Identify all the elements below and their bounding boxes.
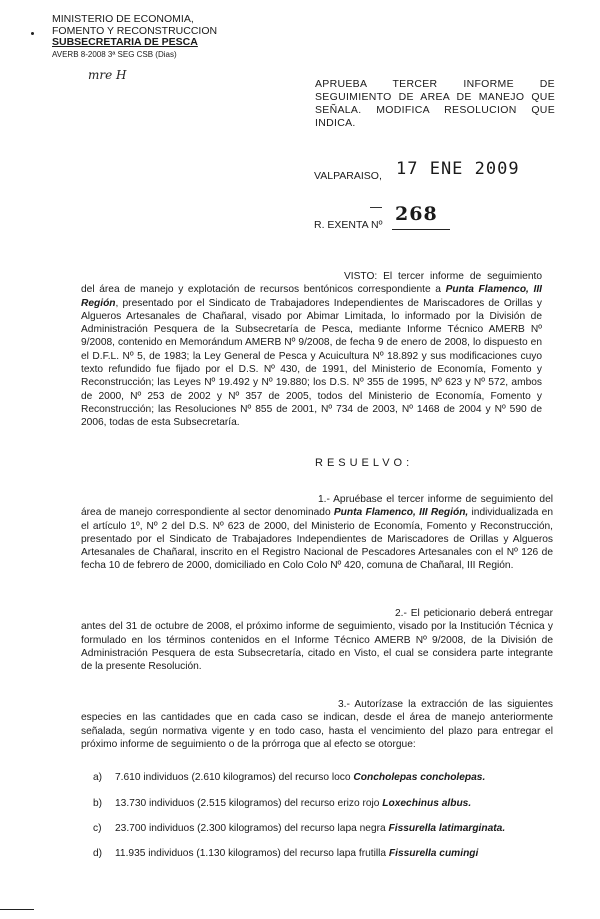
item-text: 11.935 individuos (1.130 kilogramos) del recurso lapa frutilla bbox=[115, 848, 389, 859]
item-label: b) bbox=[93, 798, 103, 809]
item-label: c) bbox=[93, 823, 102, 834]
title-line-3: SEÑALA. MODIFICA RESOLUCION QUE bbox=[315, 104, 555, 116]
visto-rest: , presentado por el Sindicato de Trabajadores Independientes de Mariscadores de Orillas y Algueros Artesanales de Chañaral, visado por Abimar Limitada, lo informado por la División de Administración Pesquera de la Subsecretaría de Pesca, mediante Informe Técnico AMERB Nº 9/2008, contenido en Memorándum AMERB Nº 9/2008, de fecha 9 de enero de 2008, lo dispuesto en el D.F.L. Nº 5, de 1983; la Ley General de Pesca y Acuicultura Nº 18.892 y sus modificaciones cuyo texto refundido fue fijado por el D.S. Nº 430, de 1991, del Ministerio de Economía, Fomento y Reconstrucción; las Leyes Nº 19.492 y Nº 19.880; los D.S. Nº 355 de 1995, Nº 623 y Nº 572, ambos de 2000, Nº 253 de 2002 y Nº 357 de 2005, todos del Ministerio de Economía, Fomento y Reconstrucción; las Resoluciones Nº 855 de 2001, Nº 734 de 2003, Nº 1468 de 2004 y Nº 590 de 2006, todas de esta Subsecretaría. bbox=[81, 297, 542, 429]
visto-paragraph bbox=[81, 270, 542, 430]
title-line-1: APRUEBA TERCER INFORME DE bbox=[315, 78, 555, 90]
margin-mark bbox=[31, 32, 34, 35]
item-text: 23.700 individuos (2.300 kilogramos) del recurso lapa negra bbox=[115, 823, 389, 834]
item-species: Concholepas concholepas. bbox=[353, 772, 486, 783]
file-reference: AVERB 8-2008 3ª SEG CSB (Dias) bbox=[52, 49, 177, 59]
visto-lead: VISTO: El tercer informe de seguimiento del área de manejo y explotación de recursos bentónicos correspondiente a bbox=[81, 271, 542, 296]
resolution-label: R. EXENTA Nº bbox=[314, 219, 383, 231]
item-label: d) bbox=[93, 848, 103, 859]
article-1-lead: 1.- Apruébase el tercer informe de seguimiento del área de manejo correspondiente al sector denominado bbox=[81, 494, 553, 519]
item-species: Fissurella cumingi bbox=[388, 848, 479, 859]
title-line-2: SEGUIMIENTO DE AREA DE MANEJO QUE bbox=[315, 91, 555, 103]
article-1 bbox=[81, 493, 553, 573]
article-1-sector: Punta Flamenco, III Región, bbox=[333, 507, 469, 519]
subsecretaria-line: SUBSECRETARIA DE PESCA bbox=[52, 36, 198, 48]
list-item bbox=[93, 798, 471, 809]
list-item bbox=[93, 848, 478, 859]
document-title bbox=[315, 78, 555, 130]
resolution-number: 268 bbox=[395, 203, 438, 225]
title-line-4: INDICA. bbox=[315, 117, 356, 129]
stamp-dash bbox=[370, 207, 382, 208]
resolution-underline bbox=[392, 229, 450, 230]
item-text: 7.610 individuos (2.610 kilogramos) del recurso loco bbox=[115, 772, 354, 783]
ministry-line-1: MINISTERIO DE ECONOMIA, bbox=[52, 13, 194, 25]
ministry-line-2: FOMENTO Y RECONSTRUCCION bbox=[52, 24, 218, 37]
place-label: VALPARAISO, bbox=[314, 170, 382, 182]
article-3: 3.- Autorízase la extracción de las siguientes especies en las cantidades que en cada caso se indican, desde el área de manejo anteriormente señalada, según normativa vigente y en todo caso, hasta el vencimiento del plazo para entregar el próximo informe de seguimiento o de la prórroga que al efecto se otorgue: bbox=[81, 699, 553, 750]
item-label: a) bbox=[93, 772, 103, 783]
article-1-rest: individualizada en el artículo 1º, Nº 2 del D.S. Nº 623 de 2000, del Ministerio de Economía, Fomento y Reconstrucción, presentado por el Sindicato de Trabajadores Independientes de Mariscadores de Orillas y Algueros Artesanales de Chañaral, inscrito en el Registro Nacional de Pescadores Artesanales con el Nº 126 de fecha 10 de febrero de 2000, domiciliado en Colo Colo Nº 420, comuna de Chañaral, III Región. bbox=[81, 507, 553, 572]
resuelvo-heading: RESUELVO: bbox=[315, 457, 414, 469]
handwritten-initials: mre H bbox=[88, 68, 127, 82]
list-item bbox=[93, 823, 505, 834]
article-2: 2.- El peticionario deberá entregar antes del 31 de octubre de 2008, el próximo informe de seguimiento, visado por la Institución Técnica y formulado en los términos contenidos en el Informe Técnico AMERB Nº 9/2008, de la División de Administración Pesquera de esta Subsecretaría, citado en Visto, el cual se considera parte integrante de la presente Resolución. bbox=[81, 608, 553, 673]
item-species: Fissurella latimarginata. bbox=[388, 823, 506, 834]
list-item bbox=[93, 772, 485, 783]
item-text: 13.730 individuos (2.515 kilogramos) del recurso erizo rojo bbox=[115, 798, 383, 809]
visto-sector: Punta Flamenco, III Región bbox=[81, 284, 542, 309]
date-stamp: 17 ENE 2009 bbox=[396, 159, 520, 179]
letterhead bbox=[52, 14, 242, 60]
item-species: Loxechinus albus. bbox=[382, 798, 472, 809]
page-corner-mark bbox=[0, 909, 34, 910]
